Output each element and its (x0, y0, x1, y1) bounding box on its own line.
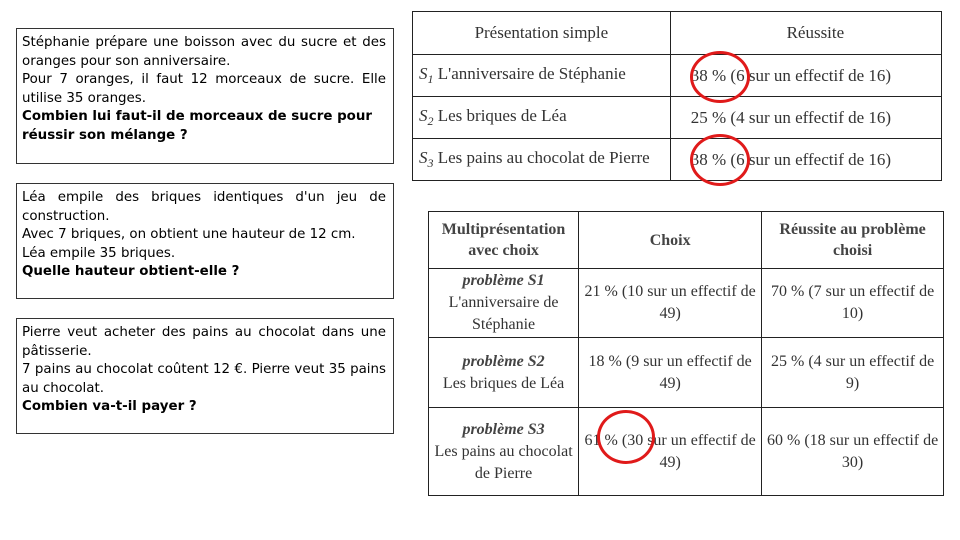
column-header: Multiprésentation avec choix (429, 212, 579, 269)
problem-name-cell: problème S2 Les briques de Léa (429, 338, 579, 408)
problem-question: Quelle hauteur obtient-elle ? (22, 264, 240, 279)
success-cell: 25 % (4 sur un effectif de 9) (762, 338, 944, 408)
choice-cell: 21 % (10 sur un effectif de 49) (579, 269, 762, 338)
column-header: Réussite au problème choisi (762, 212, 944, 269)
choice-cell: 18 % (9 sur un effectif de 49) (579, 338, 762, 408)
column-header: Choix (579, 212, 762, 269)
problem-text: Avec 7 briques, on obtient une hauteur de 12 cm. (22, 227, 356, 242)
table-header-row (413, 12, 942, 55)
table-row (429, 269, 944, 338)
success-cell: 70 % (7 sur un effectif de 10) (762, 269, 944, 338)
table-row (413, 97, 942, 139)
problem-name-cell: problème S1 L'anniversaire de Stéphanie (429, 269, 579, 338)
table-row (429, 338, 944, 408)
table-row (429, 408, 944, 496)
problem-card-lea (16, 183, 394, 299)
problem-name-cell: problème S3 Les pains au chocolat de Pierre (429, 408, 579, 496)
success-cell: 25 % (4 sur un effectif de 16) (670, 97, 941, 139)
simple-presentation-table (412, 11, 942, 181)
table-row (413, 55, 942, 97)
problem-question: Combien va-t-il payer ? (22, 399, 197, 414)
column-header: Réussite (670, 12, 941, 55)
choice-cell: 61 % (30 sur un effectif de 49) (579, 408, 762, 496)
problem-text: 7 pains au chocolat coûtent 12 €. Pierre veut 35 pains au chocolat. (22, 362, 386, 396)
problem-name-cell: $S_3$ Les pains au chocolat de Pierre (413, 139, 671, 181)
success-cell: 38 % (6 sur un effectif de 16) (670, 55, 941, 97)
problem-name-cell: $S_2$ Les briques de Léa (413, 97, 671, 139)
problem-card-stephanie (16, 28, 394, 164)
problem-text: Léa empile des briques identiques d'un jeu de construction. (22, 190, 386, 224)
problem-text: Pierre veut acheter des pains au chocolat dans une pâtisserie. (22, 325, 386, 359)
problem-card-pierre (16, 318, 394, 434)
table-row (413, 139, 942, 181)
problem-question: Combien lui faut-il de morceaux de sucre pour réussir son mélange ? (22, 109, 373, 143)
problem-text: Stéphanie prépare une boisson avec du sucre et des oranges pour son anniversaire. (22, 35, 386, 69)
problem-text: Pour 7 oranges, il faut 12 morceaux de sucre. Elle utilise 35 oranges. (22, 72, 386, 106)
success-cell: 60 % (18 sur un effectif de 30) (762, 408, 944, 496)
table-header-row (429, 212, 944, 269)
multi-presentation-table (428, 211, 944, 496)
problem-text: Léa empile 35 briques. (22, 245, 176, 261)
column-header: Présentation simple (413, 12, 671, 55)
problem-name-cell: $S_1$ L'anniversaire de Stéphanie (413, 55, 671, 97)
success-cell: 38 % (6 sur un effectif de 16) (670, 139, 941, 181)
